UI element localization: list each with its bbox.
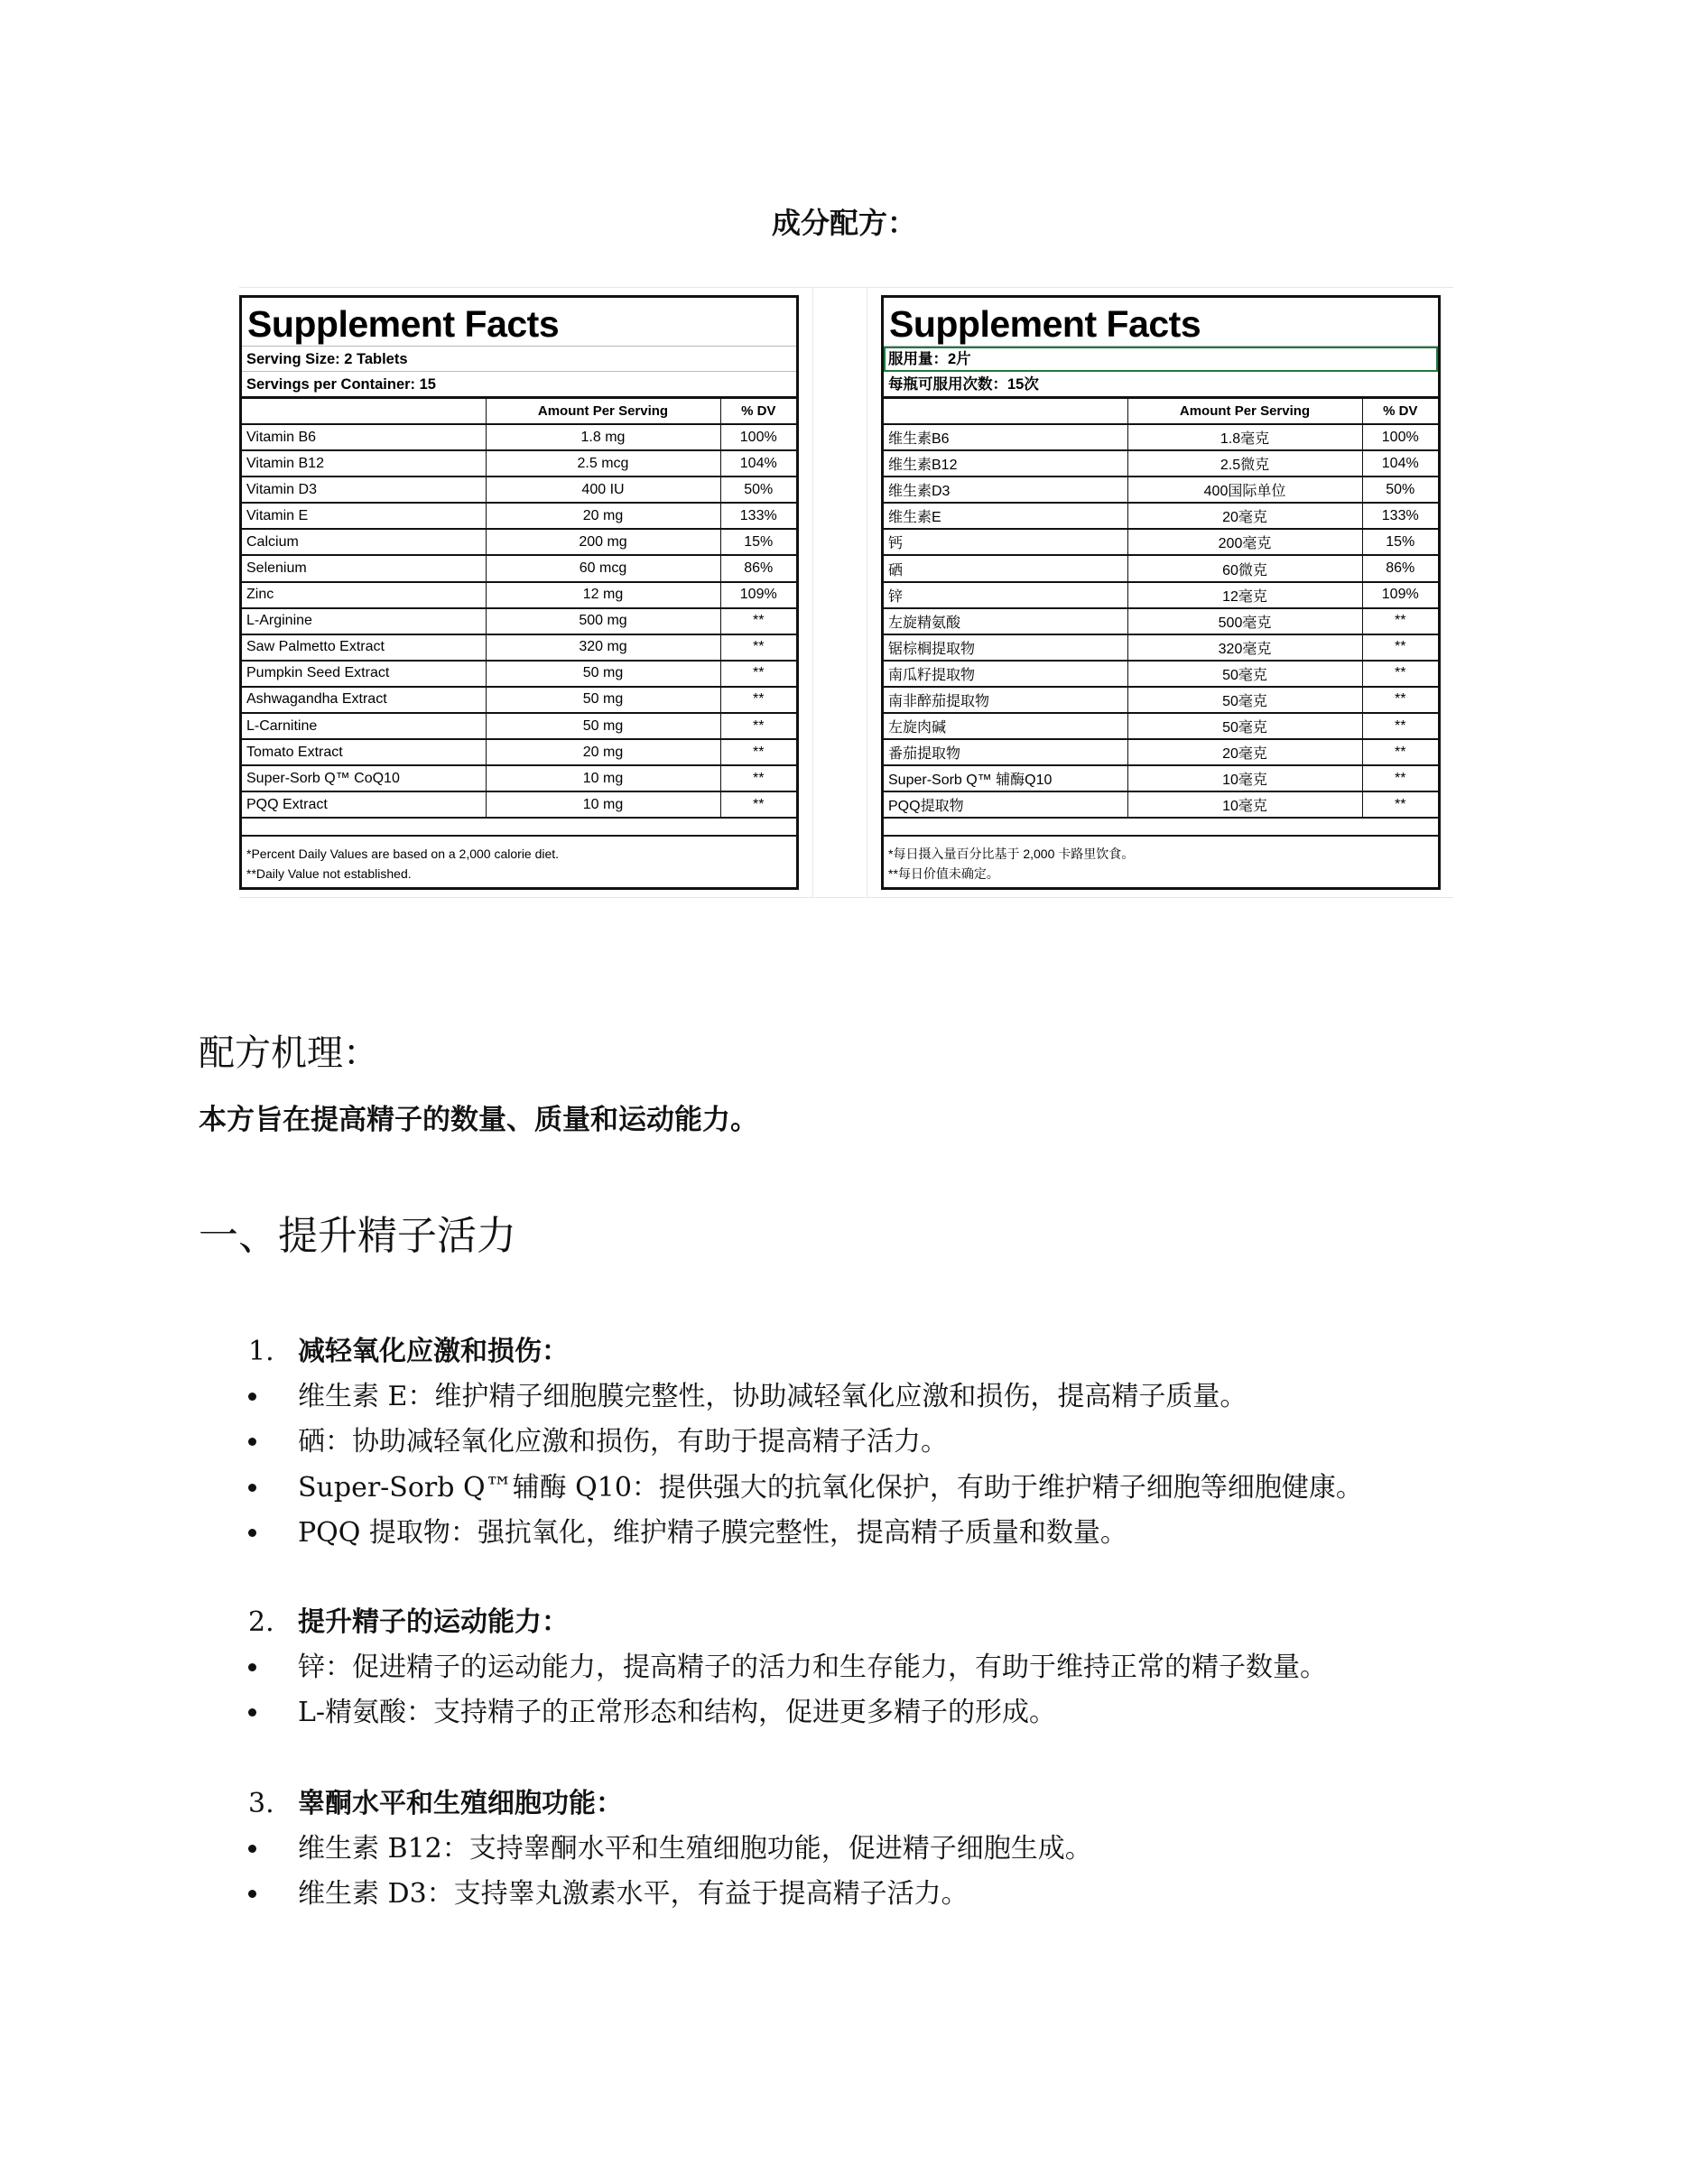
- list-item-text: PQQ 提取物：强抗氧化，维护精子膜完整性，提高精子质量和数量。: [298, 1517, 1127, 1549]
- nutrient-amount: 60 mcg: [486, 555, 720, 581]
- nutrient-name: Super-Sorb Q™ 辅酶Q10: [884, 765, 1127, 791]
- facts-table: [242, 399, 796, 819]
- table-row: [884, 477, 1438, 503]
- nutrient-name: 番茄提取物: [884, 739, 1127, 765]
- nutrient-name: 钙: [884, 529, 1127, 555]
- nutrient-amount: 50 mg: [486, 687, 720, 713]
- list-item: [248, 1465, 1363, 1504]
- list-item: [248, 1826, 1092, 1865]
- col-dv-header: % DV: [720, 399, 796, 424]
- nutrient-dv: 15%: [720, 529, 796, 555]
- col-dv-header: % DV: [1362, 399, 1438, 424]
- nutrient-name: L-Carnitine: [242, 713, 486, 739]
- table-row: [884, 765, 1438, 791]
- nutrient-amount: 1.8毫克: [1127, 424, 1362, 450]
- subsection-label: 减轻氧化应激和损伤：: [298, 1336, 569, 1367]
- nutrient-name: 左旋肉碱: [884, 713, 1127, 739]
- nutrient-name: Vitamin B12: [242, 450, 486, 477]
- serving-size: 服用量：2片: [884, 347, 1438, 372]
- nutrient-dv: 104%: [720, 450, 796, 477]
- nutrient-name: Ashwagandha Extract: [242, 687, 486, 713]
- nutrient-dv: **: [720, 634, 796, 661]
- nutrient-dv: **: [720, 661, 796, 687]
- nutrient-dv: 133%: [1362, 503, 1438, 529]
- table-row: [242, 503, 796, 529]
- nutrient-amount: 500毫克: [1127, 608, 1362, 634]
- nutrient-amount: 200 mg: [486, 529, 720, 555]
- list-item: [248, 1871, 969, 1911]
- nutrient-name: Vitamin B6: [242, 424, 486, 450]
- table-row: [884, 555, 1438, 581]
- table-row: [884, 503, 1438, 529]
- footnote-not-established: **每日价值未确定。: [888, 866, 999, 881]
- nutrient-dv: **: [1362, 634, 1438, 661]
- nutrient-name: 南非醉茄提取物: [884, 687, 1127, 713]
- table-row: [884, 582, 1438, 608]
- nutrient-dv: 86%: [720, 555, 796, 581]
- table-row: [884, 424, 1438, 450]
- col-name-header: [242, 399, 486, 424]
- nutrient-amount: 50 mg: [486, 661, 720, 687]
- list-item-text: Super-Sorb Q™辅酶 Q10：提供强大的抗氧化保护，有助于维护精子细胞等细胞健康。: [298, 1472, 1363, 1504]
- nutrient-amount: 20毫克: [1127, 503, 1362, 529]
- table-row: [242, 555, 796, 581]
- serving-size: Serving Size: 2 Tablets: [242, 347, 796, 372]
- nutrient-dv: **: [1362, 687, 1438, 713]
- nutrient-name: 左旋精氨酸: [884, 608, 1127, 634]
- nutrient-amount: 10毫克: [1127, 791, 1362, 818]
- subsection-number: 2.: [248, 1606, 274, 1638]
- nutrient-dv: **: [720, 765, 796, 791]
- list-item-text: 维生素 B12：支持睾酮水平和生殖细胞功能，促进精子细胞生成。: [298, 1833, 1092, 1865]
- nutrient-dv: **: [1362, 791, 1438, 818]
- bullet-icon: [248, 1890, 256, 1898]
- table-row: [884, 450, 1438, 477]
- bullet-icon: [248, 1484, 256, 1492]
- bullet-icon: [248, 1438, 256, 1446]
- nutrient-amount: 320毫克: [1127, 634, 1362, 661]
- table-row: [884, 608, 1438, 634]
- nutrient-name: Calcium: [242, 529, 486, 555]
- list-item: [248, 1374, 1247, 1413]
- table-row: [242, 687, 796, 713]
- table-header-row: [242, 399, 796, 424]
- nutrient-dv: **: [1362, 765, 1438, 791]
- nutrient-name: Selenium: [242, 555, 486, 581]
- nutrient-dv: **: [1362, 661, 1438, 687]
- nutrient-dv: **: [720, 608, 796, 634]
- grid-line: [239, 897, 1453, 898]
- nutrient-name: L-Arginine: [242, 608, 486, 634]
- nutrient-dv: 100%: [720, 424, 796, 450]
- table-row: [884, 529, 1438, 555]
- table-row: [884, 713, 1438, 739]
- nutrient-name: Pumpkin Seed Extract: [242, 661, 486, 687]
- col-name-header: [884, 399, 1127, 424]
- nutrient-dv: **: [720, 713, 796, 739]
- nutrient-amount: 500 mg: [486, 608, 720, 634]
- nutrient-amount: 50毫克: [1127, 713, 1362, 739]
- nutrient-dv: **: [720, 739, 796, 765]
- nutrient-dv: 100%: [1362, 424, 1438, 450]
- nutrient-name: 维生素B6: [884, 424, 1127, 450]
- grid-line: [239, 287, 1453, 288]
- mechanism-heading: 配方机理：: [199, 1032, 379, 1074]
- nutrient-name: Tomato Extract: [242, 739, 486, 765]
- supplement-facts-en: [239, 295, 799, 890]
- nutrient-amount: 400 IU: [486, 477, 720, 503]
- nutrient-amount: 10 mg: [486, 765, 720, 791]
- list-item-text: 维生素 E：维护精子细胞膜完整性，协助减轻氧化应激和损伤，提高精子质量。: [298, 1381, 1247, 1412]
- bullet-icon: [248, 1529, 256, 1537]
- nutrient-dv: **: [720, 791, 796, 818]
- nutrient-name: Saw Palmetto Extract: [242, 634, 486, 661]
- nutrient-dv: 15%: [1362, 529, 1438, 555]
- subsection-title: [248, 1599, 569, 1639]
- subsection-label: 提升精子的运动能力：: [298, 1606, 569, 1638]
- nutrient-amount: 1.8 mg: [486, 424, 720, 450]
- list-item-text: L-精氨酸：支持精子的正常形态和结构，促进更多精子的形成。: [298, 1697, 1057, 1728]
- servings-per-container: 每瓶可服用次数：15次: [884, 372, 1438, 399]
- subsection-label: 睾酮水平和生殖细胞功能：: [298, 1788, 623, 1819]
- facts-table: [884, 399, 1438, 819]
- table-row: [242, 713, 796, 739]
- nutrient-amount: 2.5微克: [1127, 450, 1362, 477]
- col-amount-header: Amount Per Serving: [1127, 399, 1362, 424]
- nutrient-amount: 50 mg: [486, 713, 720, 739]
- nutrient-name: 南瓜籽提取物: [884, 661, 1127, 687]
- nutrient-name: 锯棕榈提取物: [884, 634, 1127, 661]
- nutrient-name: PQQ提取物: [884, 791, 1127, 818]
- nutrient-amount: 320 mg: [486, 634, 720, 661]
- table-row: [884, 634, 1438, 661]
- nutrient-name: Vitamin D3: [242, 477, 486, 503]
- nutrient-name: Zinc: [242, 582, 486, 608]
- table-row: [242, 739, 796, 765]
- table-row: [242, 765, 796, 791]
- nutrient-dv: 133%: [720, 503, 796, 529]
- facts-footnotes: [242, 835, 796, 887]
- nutrient-dv: 109%: [720, 582, 796, 608]
- nutrient-dv: 50%: [720, 477, 796, 503]
- nutrient-name: 硒: [884, 555, 1127, 581]
- facts-footnotes: [884, 835, 1438, 887]
- nutrient-dv: 50%: [1362, 477, 1438, 503]
- table-row: [242, 582, 796, 608]
- nutrient-dv: 109%: [1362, 582, 1438, 608]
- nutrient-dv: **: [1362, 608, 1438, 634]
- mechanism-intro: 本方旨在提高精子的数量、质量和运动能力。: [199, 1104, 758, 1136]
- nutrient-amount: 10毫克: [1127, 765, 1362, 791]
- nutrient-amount: 2.5 mcg: [486, 450, 720, 477]
- table-header-row: [884, 399, 1438, 424]
- nutrient-amount: 20毫克: [1127, 739, 1362, 765]
- nutrient-dv: **: [1362, 739, 1438, 765]
- list-item: [248, 1689, 1056, 1729]
- nutrient-amount: 60微克: [1127, 555, 1362, 581]
- list-item: [248, 1419, 948, 1458]
- table-row: [242, 791, 796, 818]
- nutrient-amount: 50毫克: [1127, 687, 1362, 713]
- footnote-not-established: **Daily Value not established.: [246, 866, 412, 881]
- list-item-text: 硒：协助减轻氧化应激和损伤，有助于提高精子活力。: [298, 1426, 948, 1458]
- bullet-icon: [248, 1393, 256, 1401]
- section-heading: 一、提升精子活力: [199, 1213, 516, 1259]
- subsection-number: 1.: [248, 1336, 274, 1367]
- table-row: [242, 477, 796, 503]
- table-row: [884, 739, 1438, 765]
- list-item: [248, 1510, 1127, 1550]
- table-row: [242, 608, 796, 634]
- grid-line: [812, 287, 813, 897]
- table-row: [242, 634, 796, 661]
- subsection-title: [248, 1781, 623, 1820]
- nutrient-name: 维生素B12: [884, 450, 1127, 477]
- nutrient-name: 维生素D3: [884, 477, 1127, 503]
- nutrient-name: 锌: [884, 582, 1127, 608]
- nutrient-amount: 200毫克: [1127, 529, 1362, 555]
- table-row: [884, 661, 1438, 687]
- nutrient-amount: 10 mg: [486, 791, 720, 818]
- col-amount-header: Amount Per Serving: [486, 399, 720, 424]
- subsection-number: 3.: [248, 1788, 274, 1819]
- supplement-facts-zh: [881, 295, 1441, 890]
- table-row: [242, 424, 796, 450]
- nutrient-dv: 104%: [1362, 450, 1438, 477]
- table-row: [242, 661, 796, 687]
- facts-title: Supplement Facts: [242, 298, 796, 347]
- nutrient-amount: 20 mg: [486, 503, 720, 529]
- nutrient-amount: 12 mg: [486, 582, 720, 608]
- nutrient-amount: 400国际单位: [1127, 477, 1362, 503]
- nutrient-dv: **: [1362, 713, 1438, 739]
- subsection-title: [248, 1328, 569, 1368]
- nutrient-name: Vitamin E: [242, 503, 486, 529]
- list-item-text: 维生素 D3：支持睾丸激素水平，有益于提高精子活力。: [298, 1878, 969, 1910]
- table-row: [884, 687, 1438, 713]
- nutrient-amount: 50毫克: [1127, 661, 1362, 687]
- table-row: [242, 529, 796, 555]
- servings-per-container: Servings per Container: 15: [242, 372, 796, 399]
- nutrient-dv: **: [720, 687, 796, 713]
- nutrient-name: PQQ Extract: [242, 791, 486, 818]
- table-row: [884, 791, 1438, 818]
- list-item: [248, 1644, 1327, 1684]
- nutrient-amount: 12毫克: [1127, 582, 1362, 608]
- page-title: 成分配方：: [771, 206, 916, 240]
- table-row: [242, 450, 796, 477]
- footnote-dv: *Percent Daily Values are based on a 2,000 calorie diet.: [246, 847, 560, 861]
- footnote-dv: *每日摄入量百分比基于 2,000 卡路里饮食。: [888, 847, 1135, 861]
- bullet-icon: [248, 1708, 256, 1717]
- nutrient-name: Super-Sorb Q™ CoQ10: [242, 765, 486, 791]
- nutrient-dv: 86%: [1362, 555, 1438, 581]
- bullet-icon: [248, 1845, 256, 1853]
- nutrient-name: 维生素E: [884, 503, 1127, 529]
- nutrient-amount: 20 mg: [486, 739, 720, 765]
- list-item-text: 锌：促进精子的运动能力，提高精子的活力和生存能力，有助于维持正常的精子数量。: [298, 1652, 1327, 1683]
- facts-title: Supplement Facts: [884, 298, 1438, 347]
- bullet-icon: [248, 1663, 256, 1671]
